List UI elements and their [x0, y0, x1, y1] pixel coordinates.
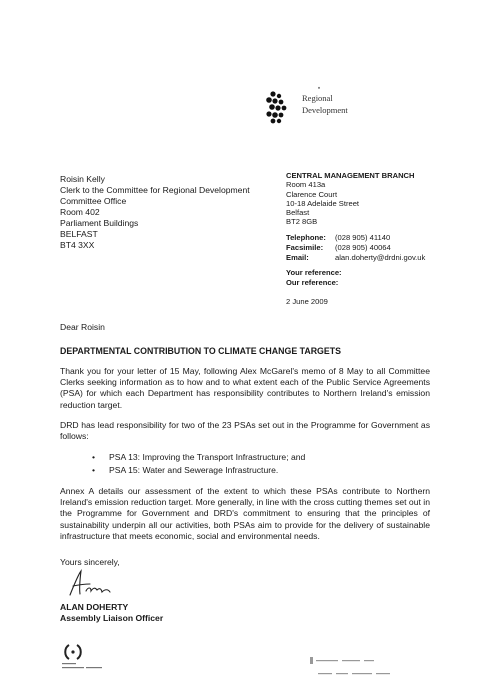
body-paragraph: DRD has lead responsibility for two of the 23 PSAs set out in the Programme for Government as follows: [60, 420, 430, 442]
recipient-line: BELFAST [60, 229, 98, 239]
facsimile-value: (028 905) 40064 [335, 242, 391, 252]
our-reference-label: Our reference: [286, 277, 339, 287]
signer-block [60, 602, 163, 624]
references [286, 268, 342, 288]
email-value: alan.doherty@drdni.gov.uk [335, 252, 426, 262]
signer-name: ALAN DOHERTY [60, 602, 129, 612]
logo-faint-mark: ▪ [302, 84, 321, 92]
body-paragraph: Annex A details our assessment of the extent to which these PSAs contribute to Northern Ireland's emission reduction target. More generally, in line with the cross cutting themes set out in the Programme for Government and DRD's commitment to ensuring that the principles of sustainability underpin all our activities, both PSAs aim to provide for the delivery of sustainable infrastructure that meets economic, social and environmental needs. [60, 486, 430, 541]
telephone-label: Telephone: [286, 233, 326, 242]
bullet-icon: • [92, 465, 96, 476]
recipient-line: Room 402 [60, 207, 100, 217]
psa-list [92, 451, 305, 478]
facsimile-row [286, 243, 425, 253]
branch-name: CENTRAL MANAGEMENT BRANCH [286, 171, 415, 180]
letter-date: 2 June 2009 [286, 297, 328, 306]
recipient-line: Parliament Buildings [60, 218, 139, 228]
recipient-line: Committee Office [60, 196, 127, 206]
logo-line-regional: Regional [302, 93, 333, 104]
address-line: 10-18 Adelaide Street [286, 198, 360, 208]
address-line: Room 413a [286, 180, 326, 190]
sender-address [286, 171, 415, 227]
address-line: Belfast [286, 208, 310, 217]
signer-title: Assembly Liaison Officer [60, 613, 164, 624]
investors-in-people-emblem-icon [62, 641, 84, 663]
recipient-line: Clerk to the Committee for Regional Development [60, 185, 250, 195]
footer-fine-print-icon [62, 662, 112, 670]
telephone-value: (028 905) 41140 [335, 233, 391, 242]
email-row [286, 253, 425, 263]
contact-details [286, 233, 425, 263]
recipient-line: BT4 3XX [60, 240, 95, 250]
body-paragraph: Thank you for your letter of 15 May, following Alex McGarel's memo of 8 May to all Committee Clerks seeking information as to how and to what extent each of the Public Service Agreements (PSA) for which each Department has responsibility contributes to Northern Ireland's emission reduction target. [60, 366, 430, 410]
your-reference-label: Your reference: [286, 268, 342, 277]
address-line: BT2 8GB [286, 217, 318, 227]
bullet-icon: • [92, 452, 96, 462]
facsimile-label: Facsimile: [286, 242, 324, 252]
recipient-address [60, 174, 250, 251]
salutation: Dear Roisin [60, 322, 105, 332]
department-logo-icon [264, 90, 294, 124]
list-item-text: PSA 13: Improving the Transport Infrastructure; and [109, 452, 306, 462]
list-item [92, 464, 305, 477]
address-line: Clarence Court [286, 189, 338, 199]
recipient-line: Roisin Kelly [60, 174, 105, 184]
list-item [92, 451, 305, 464]
logo-line-development: Development [302, 104, 348, 115]
subject-heading: DEPARTMENTAL CONTRIBUTION TO CLIMATE CHANGE TARGETS [60, 346, 342, 356]
email-label: Email: [286, 252, 309, 262]
footer-faint-logo-icon [306, 651, 406, 679]
handwritten-signature-icon [64, 567, 116, 601]
closing: Yours sincerely, [60, 557, 120, 567]
telephone-row [286, 233, 425, 243]
department-logo-text [302, 84, 348, 116]
list-item-text: PSA 15: Water and Sewerage Infrastructure. [109, 465, 279, 476]
